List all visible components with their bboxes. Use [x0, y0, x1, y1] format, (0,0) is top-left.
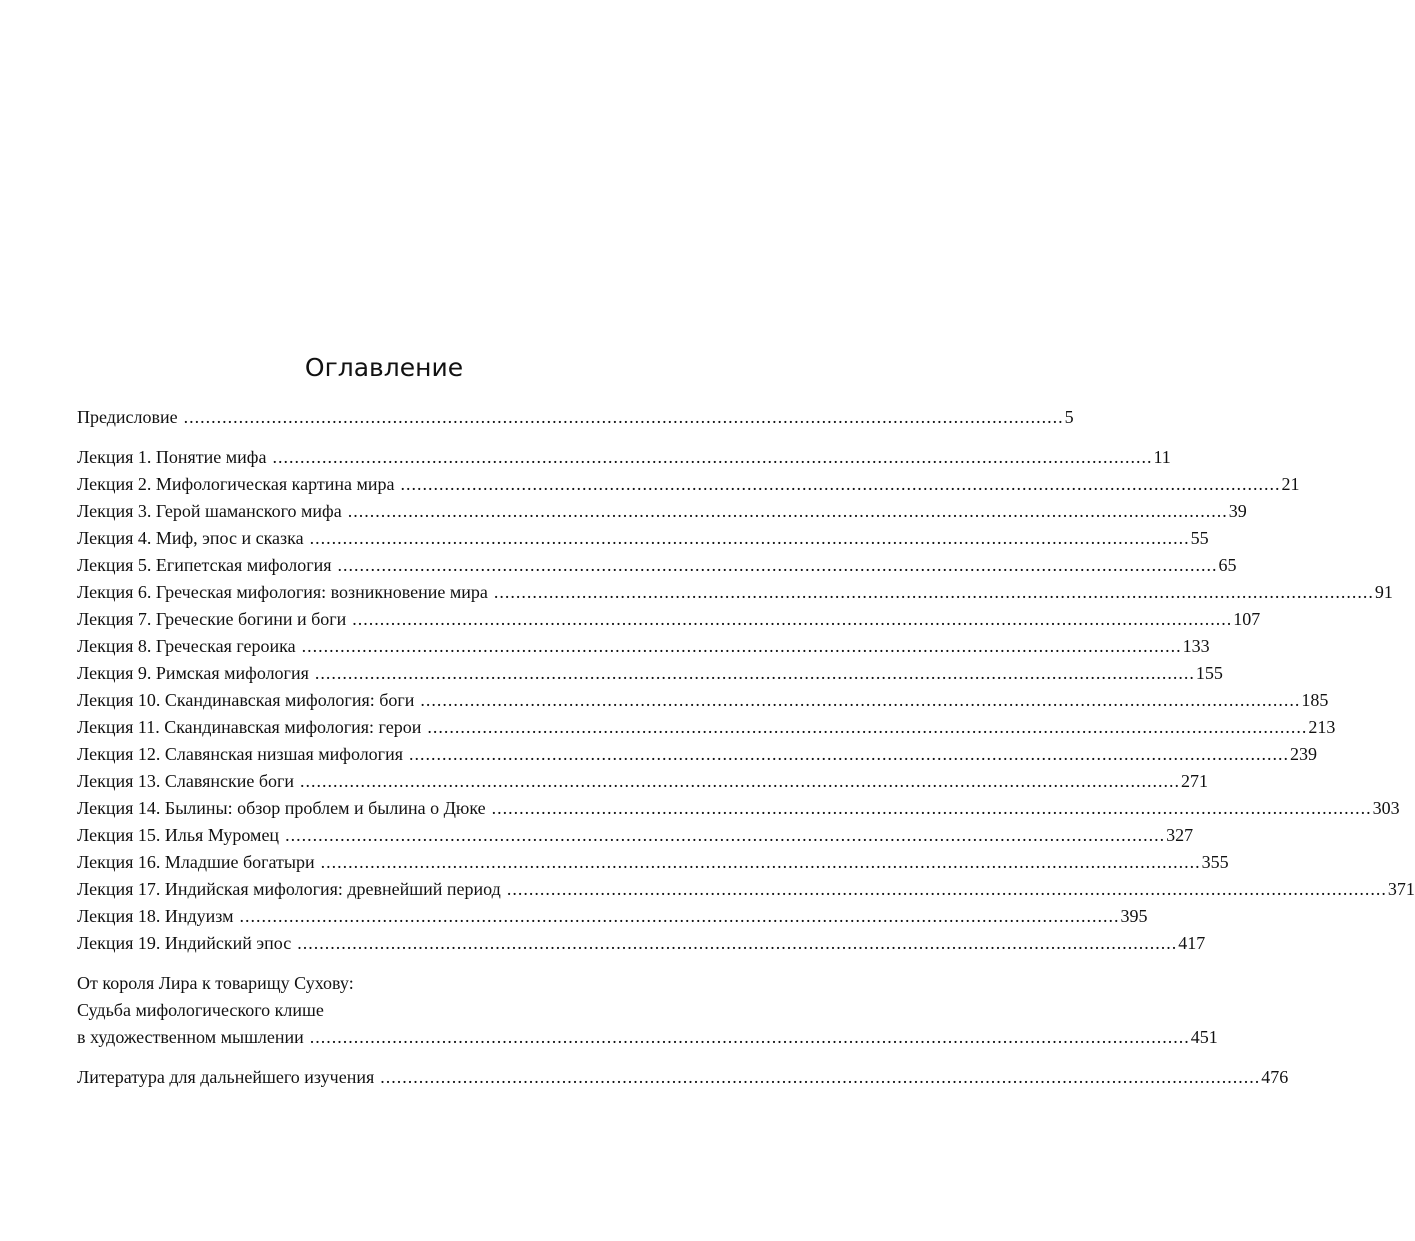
- dot-leader: ................................................................................................................................................................: [285, 825, 1166, 845]
- dot-leader: ................................................................................................................................................................: [352, 609, 1233, 629]
- toc-entry-label: Лекция 12. Славянская низшая мифология: [77, 744, 403, 764]
- toc-entry-label: Лекция 3. Герой шаманского мифа: [77, 501, 342, 521]
- toc-entry-label: Лекция 10. Скандинавская мифология: боги: [77, 690, 415, 710]
- toc-entry-page: 91: [1374, 582, 1393, 602]
- toc-entry-label: Лекция 16. Младшие богатыри: [77, 852, 315, 872]
- toc-entry-page: 185: [1301, 690, 1329, 710]
- toc-entry-page: 327: [1166, 825, 1194, 845]
- toc-entry-literature[interactable]: [77, 1064, 1289, 1091]
- toc-entry-page: 476: [1261, 1067, 1289, 1087]
- toc-entry-lecture[interactable]: [77, 660, 1223, 687]
- dot-leader: ................................................................................................................................................................: [309, 1027, 1190, 1047]
- toc-entry-lecture[interactable]: [77, 687, 1329, 714]
- page-title: Оглавление: [304, 353, 464, 382]
- toc-entry-page: 5: [1064, 407, 1074, 427]
- dot-leader: ................................................................................................................................................................: [400, 474, 1281, 494]
- toc-entry-page: 155: [1195, 663, 1223, 683]
- dot-leader: ................................................................................................................................................................: [347, 501, 1228, 521]
- toc-entry-page: 303: [1372, 798, 1400, 818]
- toc-entry-label: в художественном мышлении: [77, 1027, 304, 1047]
- dot-leader: ................................................................................................................................................................: [272, 447, 1153, 467]
- toc-entry-page: 55: [1190, 528, 1209, 548]
- toc-entry-label: Лекция 4. Миф, эпос и сказка: [77, 528, 304, 548]
- toc-entry-page: 213: [1308, 717, 1336, 737]
- toc-entry-page: 21: [1281, 474, 1300, 494]
- toc-entry-lecture[interactable]: [77, 903, 1148, 930]
- dot-leader: ................................................................................................................................................................: [493, 582, 1374, 602]
- toc-entry-lecture[interactable]: [77, 822, 1194, 849]
- toc-entry-lecture[interactable]: [77, 444, 1171, 471]
- toc-entry-label: Литература для дальнейшего изучения: [77, 1067, 375, 1087]
- dot-leader: ................................................................................................................................................................: [183, 407, 1064, 427]
- toc-entry-label: Лекция 17. Индийская мифология: древнейший период: [77, 879, 501, 899]
- dot-leader: ................................................................................................................................................................: [380, 1067, 1261, 1087]
- dot-leader: ................................................................................................................................................................: [420, 690, 1301, 710]
- toc-entry-lecture[interactable]: [77, 633, 1210, 660]
- section-gap: [77, 431, 655, 444]
- toc-entry-page: 417: [1178, 933, 1206, 953]
- toc-entry-lecture[interactable]: [77, 876, 1415, 903]
- toc-entry-page: 239: [1289, 744, 1317, 764]
- dot-leader: ................................................................................................................................................................: [301, 636, 1182, 656]
- toc-entry-lecture[interactable]: [77, 795, 1400, 822]
- toc-entry-label: Предисловие: [77, 407, 178, 427]
- toc-entry-line: Судьба мифологического клише: [77, 1000, 324, 1020]
- dot-leader: ................................................................................................................................................................: [491, 798, 1372, 818]
- dot-leader: ................................................................................................................................................................: [506, 879, 1387, 899]
- toc-entry-page: 371: [1387, 879, 1415, 899]
- dot-leader: ................................................................................................................................................................: [320, 852, 1201, 872]
- toc-entry-label: Лекция 1. Понятие мифа: [77, 447, 267, 467]
- toc-entry-page: 271: [1181, 771, 1209, 791]
- section-gap: [77, 957, 655, 970]
- toc-entry-label: Лекция 2. Мифологическая картина мира: [77, 474, 395, 494]
- toc-entry-label: Лекция 11. Скандинавская мифология: герои: [77, 717, 422, 737]
- toc-entry-line: От короля Лира к товарищу Сухову:: [77, 973, 354, 993]
- dot-leader: ................................................................................................................................................................: [337, 555, 1218, 575]
- toc-entry-lecture[interactable]: [77, 471, 1300, 498]
- toc-entry-page: 355: [1201, 852, 1229, 872]
- toc-entry-label: Лекция 5. Египетская мифология: [77, 555, 332, 575]
- toc-entry-preface[interactable]: [77, 404, 1074, 431]
- toc-entry-page: 395: [1120, 906, 1148, 926]
- lecture-list: [77, 444, 1415, 957]
- toc-entry-lecture[interactable]: [77, 849, 1229, 876]
- dot-leader: ................................................................................................................................................................: [297, 933, 1178, 953]
- dot-leader: ................................................................................................................................................................: [427, 717, 1308, 737]
- toc-entry-page: 65: [1218, 555, 1237, 575]
- toc-entry-lecture[interactable]: [77, 768, 1209, 795]
- toc-entry-page: 451: [1190, 1027, 1218, 1047]
- toc-entry-lecture[interactable]: [77, 579, 1393, 606]
- toc-entry-lecture[interactable]: [77, 552, 1237, 579]
- toc-entry-lecture[interactable]: [77, 741, 1317, 768]
- toc-entry-label: Лекция 9. Римская мифология: [77, 663, 309, 683]
- toc-entry-appendix[interactable]: [77, 970, 1218, 1051]
- toc-entry-lecture[interactable]: [77, 525, 1209, 552]
- toc-entry-label: Лекция 18. Индуизм: [77, 906, 234, 926]
- toc-entry-label: Лекция 19. Индийский эпос: [77, 933, 292, 953]
- toc-entry-label: Лекция 8. Греческая героика: [77, 636, 296, 656]
- dot-leader: ................................................................................................................................................................: [314, 663, 1195, 683]
- toc-entry-page: 39: [1228, 501, 1247, 521]
- section-gap: [77, 1051, 655, 1064]
- toc-entry-label: Лекция 14. Былины: обзор проблем и былина о Дюке: [77, 798, 486, 818]
- toc-entry-label: Лекция 7. Греческие богини и боги: [77, 609, 347, 629]
- toc-entry-lecture[interactable]: [77, 498, 1247, 525]
- toc-entry-lecture[interactable]: [77, 930, 1206, 957]
- dot-leader: ................................................................................................................................................................: [300, 771, 1181, 791]
- dot-leader: ................................................................................................................................................................: [408, 744, 1289, 764]
- toc-entry-label: Лекция 6. Греческая мифология: возникновение мира: [77, 582, 488, 602]
- toc-entry-final-line: [77, 1024, 1218, 1051]
- dot-leader: ................................................................................................................................................................: [239, 906, 1120, 926]
- toc-entry-page: 133: [1182, 636, 1210, 656]
- toc-entry-label: Лекция 15. Илья Муромец: [77, 825, 280, 845]
- toc-entry-lecture[interactable]: [77, 606, 1261, 633]
- table-of-contents: [77, 404, 1415, 1091]
- toc-entry-page: 107: [1233, 609, 1261, 629]
- toc-entry-page: 11: [1153, 447, 1171, 467]
- toc-entry-lecture[interactable]: [77, 714, 1336, 741]
- dot-leader: ................................................................................................................................................................: [309, 528, 1190, 548]
- toc-entry-label: Лекция 13. Славянские боги: [77, 771, 295, 791]
